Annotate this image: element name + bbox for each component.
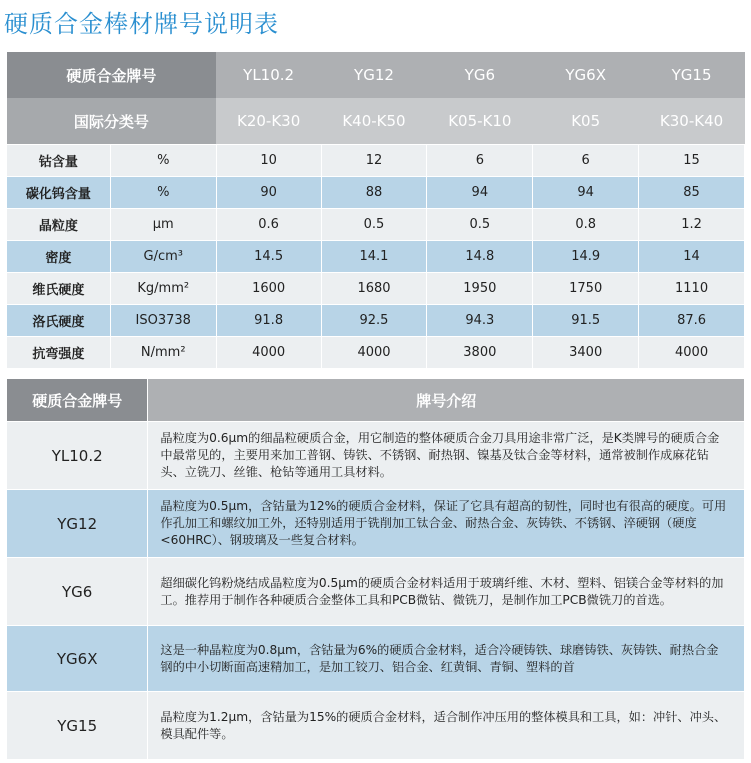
property-value: 6 — [427, 145, 533, 177]
table-row — [7, 626, 745, 692]
grade-header-label: 硬质合金牌号 — [7, 52, 217, 98]
property-name: 密度 — [7, 241, 111, 273]
property-value: 0.6 — [216, 209, 321, 241]
grade-cell: YG12 — [321, 52, 427, 98]
property-value: 10 — [216, 145, 321, 177]
property-name: 抗弯强度 — [7, 337, 111, 369]
table-row — [7, 209, 745, 241]
iso-cell: K05-K10 — [427, 98, 533, 145]
iso-header-row — [7, 98, 745, 145]
property-name: 碳化钨含量 — [7, 177, 111, 209]
property-value: 90 — [216, 177, 321, 209]
property-value: 91.8 — [216, 305, 321, 337]
grade-name: YG6 — [7, 558, 148, 626]
property-unit: N/mm² — [110, 337, 216, 369]
grade-name: YG12 — [7, 490, 148, 558]
property-value: 14.9 — [533, 241, 639, 273]
property-value: 15 — [639, 145, 745, 177]
property-unit: μm — [110, 209, 216, 241]
iso-cell: K40-K50 — [321, 98, 427, 145]
property-value: 14.8 — [427, 241, 533, 273]
property-unit: G/cm³ — [110, 241, 216, 273]
table-row — [7, 558, 745, 626]
iso-cell: K05 — [533, 98, 639, 145]
page-title: 硬质合金棒材牌号说明表 — [4, 10, 279, 38]
property-value: 92.5 — [321, 305, 427, 337]
grade-cell: YG6X — [533, 52, 639, 98]
property-name: 洛氏硬度 — [7, 305, 111, 337]
property-value: 14.1 — [321, 241, 427, 273]
property-value: 12 — [321, 145, 427, 177]
iso-cell: K20-K30 — [216, 98, 321, 145]
property-value: 6 — [533, 145, 639, 177]
description-header-intro: 牌号介绍 — [148, 379, 745, 422]
grade-description-table — [6, 378, 745, 760]
property-unit: Kg/mm² — [110, 273, 216, 305]
property-value: 3400 — [533, 337, 639, 369]
property-name: 钴含量 — [7, 145, 111, 177]
grade-cell: YG6 — [427, 52, 533, 98]
table-row — [7, 337, 745, 369]
property-value: 0.5 — [427, 209, 533, 241]
grade-description: 超细碳化钨粉烧结成晶粒度为0.5μm的硬质合金材料适用于玻璃纤维、木材、塑料、铝镁合金等材料的加工。推荐用于制作各种硬质合金整体工具和PCB微钻、微铣刀，是制作加工PCB微铣刀的首选。 — [148, 558, 745, 626]
specs-header-row — [7, 52, 745, 98]
table-row — [7, 273, 745, 305]
property-value: 4000 — [639, 337, 745, 369]
property-value: 1950 — [427, 273, 533, 305]
property-value: 91.5 — [533, 305, 639, 337]
property-value: 1680 — [321, 273, 427, 305]
grade-cell: YG15 — [639, 52, 745, 98]
property-value: 3800 — [427, 337, 533, 369]
grade-name: YG15 — [7, 692, 148, 760]
grade-description: 晶粒度为0.6μm的细晶粒硬质合金，用它制造的整体硬质合金刀具用途非常广泛，是K类牌号的硬质合金中最常见的，主要用来加工普钢、铸铁、不锈钢、耐热钢、镍基及钛合金等材料，通常被制作成麻花钻头、立铣刀、丝锥、枪钻等通用工具材料。 — [148, 422, 745, 490]
property-value: 94 — [533, 177, 639, 209]
property-value: 1600 — [216, 273, 321, 305]
property-value: 0.8 — [533, 209, 639, 241]
property-value: 94 — [427, 177, 533, 209]
specs-table — [6, 52, 745, 369]
property-value: 1750 — [533, 273, 639, 305]
property-unit: ISO3738 — [110, 305, 216, 337]
grade-cell: YL10.2 — [216, 52, 321, 98]
property-name: 维氏硬度 — [7, 273, 111, 305]
table-row — [7, 305, 745, 337]
property-value: 1.2 — [639, 209, 745, 241]
property-unit: % — [110, 145, 216, 177]
grade-description: 这是一种晶粒度为0.8μm，含钴量为6%的硬质合金材料，适合冷硬铸铁、球磨铸铁、灰铸铁、耐热合金钢的中小切断面高速精加工，是加工铰刀、铝合金、红黄铜、青铜、塑料的首 — [148, 626, 745, 692]
property-value: 94.3 — [427, 305, 533, 337]
table-row — [7, 490, 745, 558]
grade-description: 晶粒度为1.2μm，含钴量为15%的硬质合金材料，适合制作冲压用的整体模具和工具，如：冲针、冲头、模具配件等。 — [148, 692, 745, 760]
property-unit: % — [110, 177, 216, 209]
description-header-grade: 硬质合金牌号 — [7, 379, 148, 422]
property-value: 14.5 — [216, 241, 321, 273]
property-value: 85 — [639, 177, 745, 209]
grade-name: YG6X — [7, 626, 148, 692]
table-row — [7, 241, 745, 273]
grade-name: YL10.2 — [7, 422, 148, 490]
description-header-row — [7, 379, 745, 422]
property-value: 87.6 — [639, 305, 745, 337]
table-row — [7, 145, 745, 177]
table-row — [7, 422, 745, 490]
grade-description: 晶粒度为0.5μm，含钴量为12%的硬质合金材料，保证了它具有超高的韧性，同时也有很高的硬度。可用作孔加工和螺纹加工外，还特别适用于铣削加工钛合金、耐热合金、灰铸铁、不锈钢、淬硬钢（硬度<60HRC）、钢玻璃及一些复合材料。 — [148, 490, 745, 558]
iso-header-label: 国际分类号 — [7, 98, 217, 145]
property-value: 4000 — [321, 337, 427, 369]
iso-cell: K30-K40 — [639, 98, 745, 145]
property-value: 88 — [321, 177, 427, 209]
property-value: 0.5 — [321, 209, 427, 241]
property-value: 1110 — [639, 273, 745, 305]
table-row — [7, 177, 745, 209]
property-value: 14 — [639, 241, 745, 273]
property-name: 晶粒度 — [7, 209, 111, 241]
table-row — [7, 692, 745, 760]
property-value: 4000 — [216, 337, 321, 369]
